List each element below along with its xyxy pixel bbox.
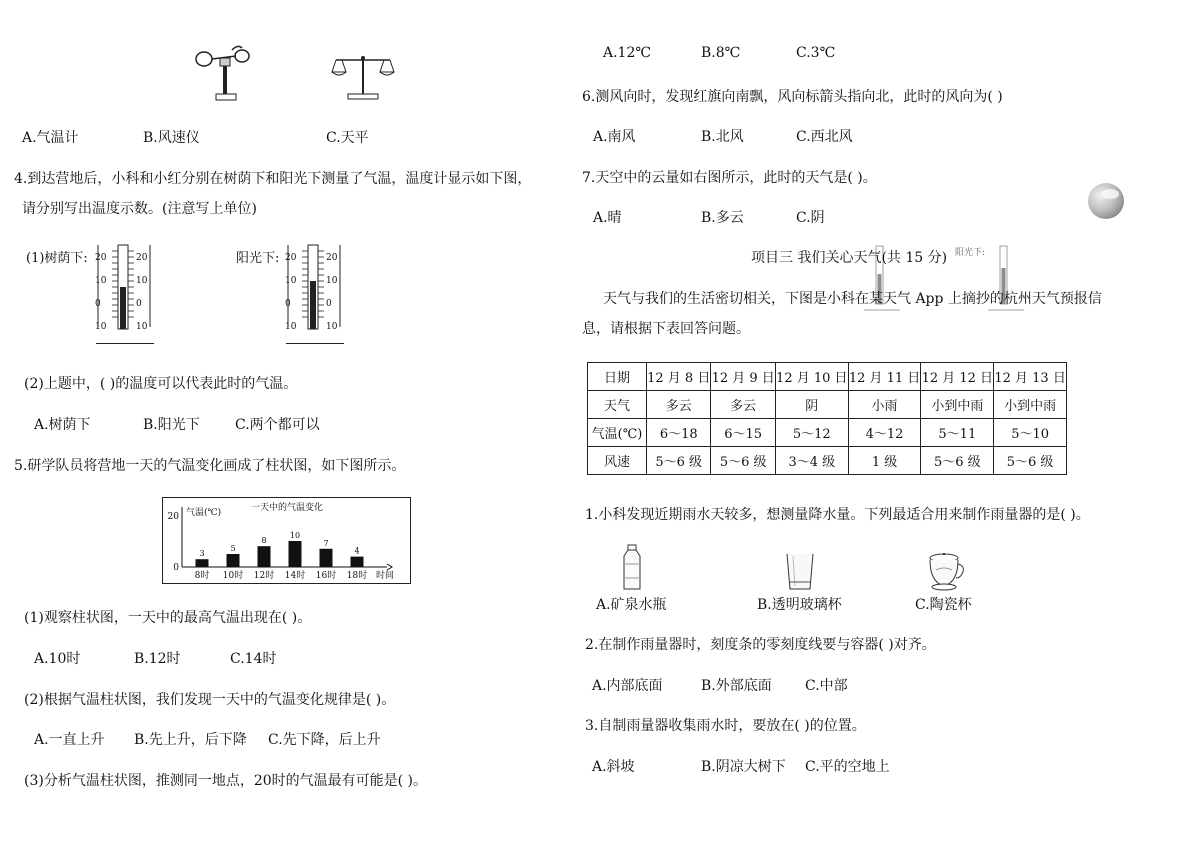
data-label: 3 [199, 549, 205, 559]
table-row-header: 风速 [588, 447, 647, 475]
x-axis-label: 时间 [375, 571, 395, 581]
y-axis-label: 气温(℃) [186, 508, 222, 518]
bar [351, 557, 364, 567]
bar [320, 549, 333, 567]
s3q1-stem: 1.小科发现近期雨水天较多，想测量降水量。下列最适合用来制作雨量器的是( )。 [585, 507, 1090, 523]
tick-label: 10 [326, 322, 338, 332]
data-label: 8 [261, 536, 267, 546]
q4-part2-option-b[interactable]: B.阳光下 [143, 417, 200, 433]
tick-label: 10 [136, 322, 148, 332]
table-cell: 4～12 [848, 419, 921, 447]
data-label: 5 [230, 544, 236, 553]
q5-part1-option-b[interactable]: B.12时 [134, 651, 181, 667]
table-row [588, 391, 1067, 419]
q6-option-a[interactable]: A.南风 [593, 129, 636, 145]
x-tick-label: 16时 [315, 571, 337, 581]
thermometer-1-scale-left [95, 247, 106, 339]
q5-part3-option-b[interactable]: B.8℃ [701, 45, 741, 61]
s3q1-option-a[interactable]: A.矿泉水瓶 [596, 597, 667, 613]
answer-blank-1[interactable] [96, 343, 154, 344]
tick-label: 10 [326, 276, 338, 286]
tick-label: 10 [95, 276, 107, 286]
bar [196, 559, 209, 567]
q5-part3-stem: (3)分析气温柱状图，推测同一地点，20时的气温最有可能是( )。 [24, 773, 428, 789]
q6-stem: 6.测风向时，发现红旗向南飘，风向标箭头指向北，此时的风向为( ) [582, 89, 1003, 105]
temperature-bar-chart-plot [162, 497, 409, 582]
thermometer-1-scale-right [136, 247, 147, 339]
s3q2-stem: 2.在制作雨量器时，刻度条的零刻度线要与容器( )对齐。 [585, 637, 936, 653]
table-row-header: 天气 [588, 391, 647, 419]
table-cell: 1 级 [848, 447, 921, 475]
q4-stem-line1: 4.到达营地后，小科和小红分别在树荫下和阳光下测量了气温，温度计显示如下图， [14, 171, 532, 187]
thermometer-1-label: (1)树荫下: [26, 251, 88, 266]
table-cell: 5～12 [775, 419, 848, 447]
tick-label: 10 [285, 322, 297, 332]
q4-part2-stem: (2)上题中，( )的温度可以代表此时的气温。 [24, 376, 298, 392]
water-bottle-icon [620, 544, 644, 592]
q7-option-a[interactable]: A.晴 [593, 210, 622, 226]
s3q2-option-a[interactable]: A.内部底面 [592, 678, 663, 694]
tick-label: 0 [136, 299, 142, 309]
q5-part2-option-b[interactable]: B.先上升，后下降 [134, 732, 247, 748]
q4-stem-line2: 请分别写出温度示数。(注意写上单位) [22, 201, 257, 217]
table-cell: 12 月 12 日 [921, 363, 994, 391]
weather-forecast-table [587, 362, 1067, 475]
s3q2-option-c[interactable]: C.中部 [805, 678, 848, 694]
table-cell: 小到中雨 [994, 391, 1067, 419]
table-row-header: 气温(℃) [588, 419, 647, 447]
x-tick-label: 8时 [194, 571, 210, 581]
table-cell: 5～10 [994, 419, 1067, 447]
s3q1-option-c[interactable]: C.陶瓷杯 [915, 597, 972, 613]
y-tick-label: 0 [173, 563, 179, 573]
table-row [588, 363, 1067, 391]
table-cell: 5～6 级 [994, 447, 1067, 475]
table-row [588, 419, 1067, 447]
tick-label: 10 [285, 276, 297, 286]
tick-label: 0 [95, 299, 101, 309]
table-cell: 小到中雨 [921, 391, 994, 419]
q5-stem: 5.研学队员将营地一天的气温变化画成了柱状图，如下图所示。 [14, 458, 406, 474]
s3q3-stem: 3.自制雨量器收集雨水时，要放在( )的位置。 [585, 718, 866, 734]
x-axis-arrow [387, 564, 392, 570]
q3-option-c[interactable]: C.天平 [326, 130, 369, 146]
tick-label: 10 [136, 276, 148, 286]
y-tick-label: 20 [167, 512, 179, 522]
q4-part2-option-c[interactable]: C.两个都可以 [235, 417, 320, 433]
table-cell: 5～6 级 [711, 447, 775, 475]
tick-label: 0 [285, 299, 291, 309]
section3-intro-line1: 天气与我们的生活密切相关，下图是小科在某天气 App 上摘抄的杭州天气预报信 [603, 291, 1102, 307]
q3-option-a[interactable]: A.气温计 [22, 130, 79, 146]
data-label: 7 [323, 538, 329, 548]
table-cell: 阴 [775, 391, 848, 419]
q7-stem: 7.天空中的云量如右图所示，此时的天气是( )。 [582, 170, 877, 186]
table-cell: 12 月 10 日 [775, 363, 848, 391]
q5-part1-stem: (1)观察柱状图，一天中的最高气温出现在( )。 [24, 610, 312, 626]
s3q3-option-c[interactable]: C.平的空地上 [805, 759, 890, 775]
q5-part3-option-c[interactable]: C.3℃ [796, 45, 836, 61]
anemometer-icon [192, 44, 262, 104]
s3q3-option-b[interactable]: B.阴凉大树下 [701, 759, 786, 775]
table-cell: 12 月 9 日 [711, 363, 775, 391]
glass-cup-icon [785, 552, 815, 592]
x-tick-label: 10时 [222, 571, 244, 581]
q5-part2-stem: (2)根据气温柱状图，我们发现一天中的气温变化规律是( )。 [24, 692, 396, 708]
bar [227, 554, 240, 567]
q7-option-b[interactable]: B.多云 [701, 210, 744, 226]
q6-option-c[interactable]: C.西北风 [796, 129, 853, 145]
thermometer-2-scale-right [326, 247, 337, 339]
tick-label: 20 [95, 253, 107, 263]
section3-title: 项目三 我们关心天气(共 15 分) [751, 250, 948, 266]
balance-scale-icon [332, 50, 394, 102]
tick-label: 20 [285, 253, 297, 263]
x-tick-label: 12时 [253, 571, 275, 581]
s3q1-option-b[interactable]: B.透明玻璃杯 [757, 597, 842, 613]
q7-option-c[interactable]: C.阴 [796, 210, 825, 226]
table-cell: 6～15 [711, 419, 775, 447]
answer-blank-2[interactable] [286, 343, 344, 344]
bar [289, 541, 302, 567]
table-cell: 12 月 13 日 [994, 363, 1067, 391]
table-cell: 5～11 [921, 419, 994, 447]
q3-option-b[interactable]: B.风速仪 [143, 130, 200, 146]
q4-part2-option-a[interactable]: A.树荫下 [34, 417, 91, 433]
q5-part3-option-a[interactable]: A.12℃ [603, 45, 652, 61]
table-cell: 3～4 级 [775, 447, 848, 475]
table-cell: 多云 [711, 391, 775, 419]
table-row-header: 日期 [588, 363, 647, 391]
x-tick-label: 14时 [284, 571, 306, 581]
ceramic-cup-icon [924, 552, 968, 592]
tick-label: 10 [95, 322, 107, 332]
table-cell: 小雨 [848, 391, 921, 419]
data-label: 4 [354, 546, 360, 556]
tick-label: 20 [136, 253, 148, 263]
table-cell: 5～6 级 [921, 447, 994, 475]
table-cell: 6～18 [647, 419, 711, 447]
thermometer-2-label: 阳光下: [236, 251, 280, 266]
q6-option-b[interactable]: B.北风 [701, 129, 744, 145]
q5-part1-option-a[interactable]: A.10时 [34, 651, 81, 667]
tick-label: 20 [326, 253, 338, 263]
table-row [588, 447, 1067, 475]
x-tick-label: 18时 [346, 571, 368, 581]
table-cell: 12 月 11 日 [848, 363, 921, 391]
table-cell: 5～6 级 [647, 447, 711, 475]
data-label: 10 [289, 531, 301, 540]
table-cell: 12 月 8 日 [647, 363, 711, 391]
q5-part2-option-a[interactable]: A.一直上升 [34, 732, 105, 748]
table-cell: 多云 [647, 391, 711, 419]
q5-part2-option-c[interactable]: C.先下降，后上升 [268, 732, 381, 748]
thermometer-2-scale-left [285, 247, 296, 339]
ghost-label: 阳光下: [955, 248, 986, 258]
chart-title: 一天中的气温变化 [250, 503, 324, 513]
cloud-cover-icon [1086, 182, 1126, 220]
s3q3-option-a[interactable]: A.斜坡 [592, 759, 635, 775]
tick-label: 0 [326, 299, 332, 309]
section3-intro-line2: 息，请根据下表回答问题。 [582, 321, 750, 337]
q5-part1-option-c[interactable]: C.14时 [230, 651, 277, 667]
bar [258, 546, 271, 567]
s3q2-option-b[interactable]: B.外部底面 [701, 678, 772, 694]
